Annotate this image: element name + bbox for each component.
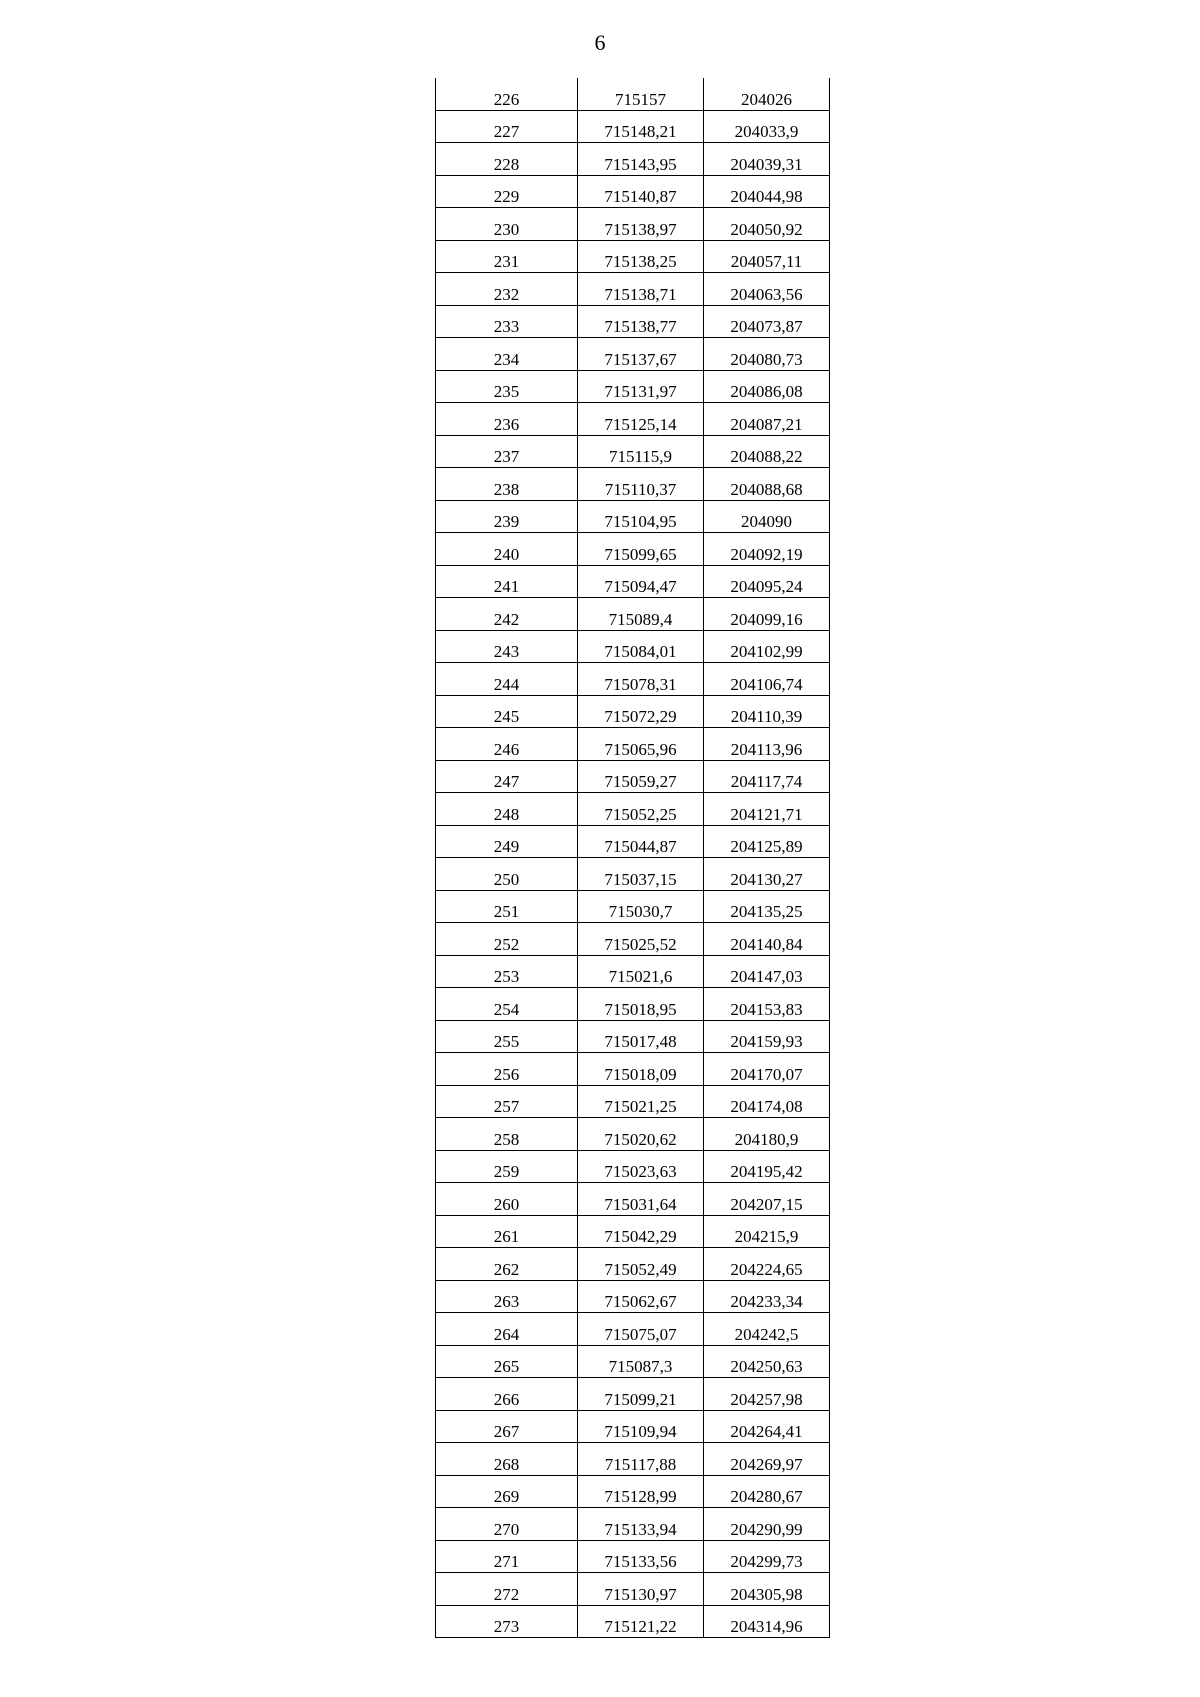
y-coordinate-cell: 204110,39 — [704, 695, 830, 728]
table-row — [436, 858, 830, 891]
x-coordinate-cell: 715128,99 — [578, 1475, 704, 1508]
table-row — [436, 338, 830, 371]
y-coordinate-cell: 204088,22 — [704, 435, 830, 468]
y-coordinate-cell: 204159,93 — [704, 1020, 830, 1053]
x-coordinate-cell: 715143,95 — [578, 143, 704, 176]
x-coordinate-cell: 715021,25 — [578, 1085, 704, 1118]
x-coordinate-cell: 715110,37 — [578, 468, 704, 501]
x-coordinate-cell: 715130,97 — [578, 1573, 704, 1606]
table-row — [436, 955, 830, 988]
table-row — [436, 793, 830, 826]
point-number-cell: 264 — [436, 1313, 578, 1346]
y-coordinate-cell: 204057,11 — [704, 240, 830, 273]
point-number-cell: 259 — [436, 1150, 578, 1183]
table-row — [436, 143, 830, 176]
x-coordinate-cell: 715087,3 — [578, 1345, 704, 1378]
table-row — [436, 728, 830, 761]
x-coordinate-cell: 715078,31 — [578, 663, 704, 696]
table-row — [436, 1378, 830, 1411]
point-number-cell: 229 — [436, 175, 578, 208]
table-row — [436, 435, 830, 468]
y-coordinate-cell: 204087,21 — [704, 403, 830, 436]
x-coordinate-cell: 715072,29 — [578, 695, 704, 728]
y-coordinate-cell: 204207,15 — [704, 1183, 830, 1216]
table-row — [436, 565, 830, 598]
table-row — [436, 1183, 830, 1216]
point-number-cell: 260 — [436, 1183, 578, 1216]
x-coordinate-cell: 715020,62 — [578, 1118, 704, 1151]
coordinates-table-body — [436, 78, 830, 1638]
table-row — [436, 663, 830, 696]
x-coordinate-cell: 715121,22 — [578, 1605, 704, 1638]
y-coordinate-cell: 204195,42 — [704, 1150, 830, 1183]
table-row — [436, 1085, 830, 1118]
point-number-cell: 232 — [436, 273, 578, 306]
y-coordinate-cell: 204088,68 — [704, 468, 830, 501]
y-coordinate-cell: 204063,56 — [704, 273, 830, 306]
x-coordinate-cell: 715075,07 — [578, 1313, 704, 1346]
table-row — [436, 1020, 830, 1053]
point-number-cell: 235 — [436, 370, 578, 403]
x-coordinate-cell: 715117,88 — [578, 1443, 704, 1476]
y-coordinate-cell: 204113,96 — [704, 728, 830, 761]
table-row — [436, 1605, 830, 1638]
table-row — [436, 1508, 830, 1541]
table-row — [436, 403, 830, 436]
y-coordinate-cell: 204130,27 — [704, 858, 830, 891]
y-coordinate-cell: 204242,5 — [704, 1313, 830, 1346]
y-coordinate-cell: 204215,9 — [704, 1215, 830, 1248]
x-coordinate-cell: 715059,27 — [578, 760, 704, 793]
y-coordinate-cell: 204102,99 — [704, 630, 830, 663]
y-coordinate-cell: 204090 — [704, 500, 830, 533]
y-coordinate-cell: 204140,84 — [704, 923, 830, 956]
table-row — [436, 1540, 830, 1573]
point-number-cell: 246 — [436, 728, 578, 761]
y-coordinate-cell: 204026 — [704, 78, 830, 110]
x-coordinate-cell: 715031,64 — [578, 1183, 704, 1216]
table-row — [436, 500, 830, 533]
y-coordinate-cell: 204180,9 — [704, 1118, 830, 1151]
x-coordinate-cell: 715138,25 — [578, 240, 704, 273]
table-row — [436, 825, 830, 858]
point-number-cell: 262 — [436, 1248, 578, 1281]
x-coordinate-cell: 715137,67 — [578, 338, 704, 371]
x-coordinate-cell: 715021,6 — [578, 955, 704, 988]
table-row — [436, 240, 830, 273]
point-number-cell: 236 — [436, 403, 578, 436]
table-row — [436, 1313, 830, 1346]
y-coordinate-cell: 204086,08 — [704, 370, 830, 403]
table-row — [436, 110, 830, 143]
x-coordinate-cell: 715044,87 — [578, 825, 704, 858]
x-coordinate-cell: 715115,9 — [578, 435, 704, 468]
point-number-cell: 251 — [436, 890, 578, 923]
table-row — [436, 305, 830, 338]
point-number-cell: 272 — [436, 1573, 578, 1606]
table-row — [436, 923, 830, 956]
x-coordinate-cell: 715052,25 — [578, 793, 704, 826]
x-coordinate-cell: 715133,94 — [578, 1508, 704, 1541]
x-coordinate-cell: 715052,49 — [578, 1248, 704, 1281]
point-number-cell: 265 — [436, 1345, 578, 1378]
point-number-cell: 237 — [436, 435, 578, 468]
point-number-cell: 247 — [436, 760, 578, 793]
x-coordinate-cell: 715157 — [578, 78, 704, 110]
table-row — [436, 1215, 830, 1248]
table-row — [436, 1475, 830, 1508]
x-coordinate-cell: 715018,95 — [578, 988, 704, 1021]
point-number-cell: 239 — [436, 500, 578, 533]
y-coordinate-cell: 204305,98 — [704, 1573, 830, 1606]
x-coordinate-cell: 715138,71 — [578, 273, 704, 306]
point-number-cell: 267 — [436, 1410, 578, 1443]
point-number-cell: 249 — [436, 825, 578, 858]
x-coordinate-cell: 715131,97 — [578, 370, 704, 403]
point-number-cell: 234 — [436, 338, 578, 371]
x-coordinate-cell: 715065,96 — [578, 728, 704, 761]
table-row — [436, 1150, 830, 1183]
y-coordinate-cell: 204073,87 — [704, 305, 830, 338]
point-number-cell: 243 — [436, 630, 578, 663]
y-coordinate-cell: 204106,74 — [704, 663, 830, 696]
y-coordinate-cell: 204050,92 — [704, 208, 830, 241]
point-number-cell: 261 — [436, 1215, 578, 1248]
x-coordinate-cell: 715125,14 — [578, 403, 704, 436]
x-coordinate-cell: 715023,63 — [578, 1150, 704, 1183]
table-row — [436, 1443, 830, 1476]
point-number-cell: 256 — [436, 1053, 578, 1086]
y-coordinate-cell: 204314,96 — [704, 1605, 830, 1638]
table-row — [436, 760, 830, 793]
y-coordinate-cell: 204233,34 — [704, 1280, 830, 1313]
point-number-cell: 228 — [436, 143, 578, 176]
y-coordinate-cell: 204299,73 — [704, 1540, 830, 1573]
y-coordinate-cell: 204121,71 — [704, 793, 830, 826]
point-number-cell: 252 — [436, 923, 578, 956]
table-row — [436, 175, 830, 208]
x-coordinate-cell: 715042,29 — [578, 1215, 704, 1248]
x-coordinate-cell: 715017,48 — [578, 1020, 704, 1053]
point-number-cell: 270 — [436, 1508, 578, 1541]
point-number-cell: 258 — [436, 1118, 578, 1151]
table-row — [436, 468, 830, 501]
table-row — [436, 370, 830, 403]
y-coordinate-cell: 204269,97 — [704, 1443, 830, 1476]
y-coordinate-cell: 204039,31 — [704, 143, 830, 176]
point-number-cell: 230 — [436, 208, 578, 241]
x-coordinate-cell: 715099,65 — [578, 533, 704, 566]
y-coordinate-cell: 204099,16 — [704, 598, 830, 631]
point-number-cell: 240 — [436, 533, 578, 566]
point-number-cell: 257 — [436, 1085, 578, 1118]
x-coordinate-cell: 715062,67 — [578, 1280, 704, 1313]
table-row — [436, 598, 830, 631]
y-coordinate-cell: 204290,99 — [704, 1508, 830, 1541]
table-row — [436, 1410, 830, 1443]
point-number-cell: 253 — [436, 955, 578, 988]
x-coordinate-cell: 715025,52 — [578, 923, 704, 956]
table-row — [436, 1345, 830, 1378]
x-coordinate-cell: 715138,97 — [578, 208, 704, 241]
point-number-cell: 226 — [436, 78, 578, 110]
point-number-cell: 250 — [436, 858, 578, 891]
point-number-cell: 268 — [436, 1443, 578, 1476]
y-coordinate-cell: 204033,9 — [704, 110, 830, 143]
y-coordinate-cell: 204170,07 — [704, 1053, 830, 1086]
y-coordinate-cell: 204264,41 — [704, 1410, 830, 1443]
point-number-cell: 244 — [436, 663, 578, 696]
y-coordinate-cell: 204174,08 — [704, 1085, 830, 1118]
table-row — [436, 78, 830, 110]
table-row — [436, 1573, 830, 1606]
table-row — [436, 208, 830, 241]
coordinates-table — [435, 78, 830, 1638]
y-coordinate-cell: 204257,98 — [704, 1378, 830, 1411]
x-coordinate-cell: 715148,21 — [578, 110, 704, 143]
table-row — [436, 1280, 830, 1313]
x-coordinate-cell: 715084,01 — [578, 630, 704, 663]
point-number-cell: 238 — [436, 468, 578, 501]
y-coordinate-cell: 204135,25 — [704, 890, 830, 923]
point-number-cell: 248 — [436, 793, 578, 826]
table-row — [436, 988, 830, 1021]
y-coordinate-cell: 204153,83 — [704, 988, 830, 1021]
table-row — [436, 273, 830, 306]
point-number-cell: 254 — [436, 988, 578, 1021]
x-coordinate-cell: 715094,47 — [578, 565, 704, 598]
point-number-cell: 269 — [436, 1475, 578, 1508]
point-number-cell: 231 — [436, 240, 578, 273]
table-row — [436, 1118, 830, 1151]
y-coordinate-cell: 204080,73 — [704, 338, 830, 371]
x-coordinate-cell: 715104,95 — [578, 500, 704, 533]
table-row — [436, 630, 830, 663]
point-number-cell: 233 — [436, 305, 578, 338]
x-coordinate-cell: 715099,21 — [578, 1378, 704, 1411]
point-number-cell: 241 — [436, 565, 578, 598]
point-number-cell: 263 — [436, 1280, 578, 1313]
point-number-cell: 273 — [436, 1605, 578, 1638]
x-coordinate-cell: 715138,77 — [578, 305, 704, 338]
y-coordinate-cell: 204117,74 — [704, 760, 830, 793]
y-coordinate-cell: 204280,67 — [704, 1475, 830, 1508]
table-row — [436, 1248, 830, 1281]
y-coordinate-cell: 204147,03 — [704, 955, 830, 988]
point-number-cell: 266 — [436, 1378, 578, 1411]
x-coordinate-cell: 715037,15 — [578, 858, 704, 891]
point-number-cell: 255 — [436, 1020, 578, 1053]
y-coordinate-cell: 204092,19 — [704, 533, 830, 566]
page-number: 6 — [594, 30, 606, 55]
x-coordinate-cell: 715089,4 — [578, 598, 704, 631]
y-coordinate-cell: 204095,24 — [704, 565, 830, 598]
x-coordinate-cell: 715109,94 — [578, 1410, 704, 1443]
x-coordinate-cell: 715133,56 — [578, 1540, 704, 1573]
point-number-cell: 227 — [436, 110, 578, 143]
table-row — [436, 695, 830, 728]
y-coordinate-cell: 204125,89 — [704, 825, 830, 858]
y-coordinate-cell: 204224,65 — [704, 1248, 830, 1281]
table-row — [436, 1053, 830, 1086]
x-coordinate-cell: 715030,7 — [578, 890, 704, 923]
table-row — [436, 890, 830, 923]
table-row — [436, 533, 830, 566]
point-number-cell: 242 — [436, 598, 578, 631]
point-number-cell: 271 — [436, 1540, 578, 1573]
point-number-cell: 245 — [436, 695, 578, 728]
y-coordinate-cell: 204250,63 — [704, 1345, 830, 1378]
y-coordinate-cell: 204044,98 — [704, 175, 830, 208]
x-coordinate-cell: 715018,09 — [578, 1053, 704, 1086]
x-coordinate-cell: 715140,87 — [578, 175, 704, 208]
